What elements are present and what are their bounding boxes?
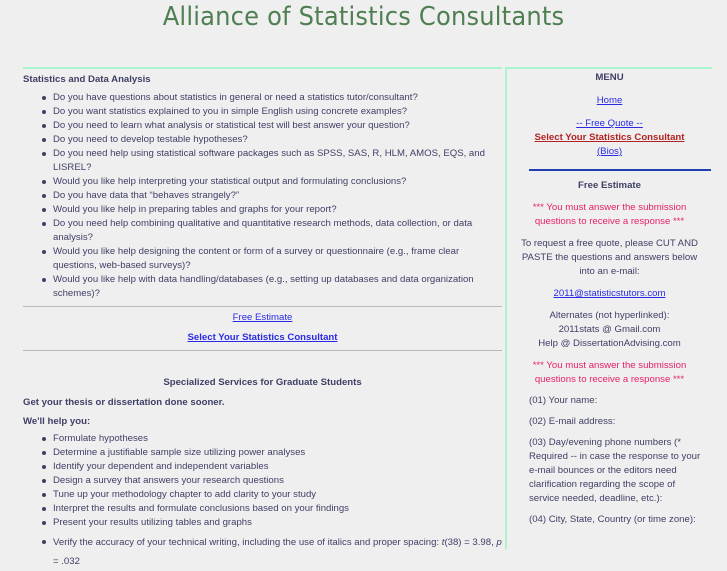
list-item (53, 533, 502, 571)
form-question: (03) Day/evening phone numbers (* Required -- in case the response to your e-mail bounces or the editors need clarification regarding the scope of service needed, deadline, etc.): (529, 437, 701, 504)
list-item: Identify your dependent and independent variables (53, 460, 502, 474)
warning-text: *** You must answer the submission questions to receive a response *** (532, 360, 687, 385)
select-consultant-link[interactable]: Select Your Statistics Consultant (187, 332, 338, 343)
services-list (23, 432, 502, 571)
main-content (23, 67, 502, 571)
alternate-email-2: Help @ DissertationAdvising.com (538, 338, 681, 349)
list-item: Do you need help combining qualitative and quantitative research methods, data collection, or data analysis? (53, 217, 502, 245)
t-symbol: t (441, 537, 445, 548)
grad-section-title: Specialized Services for Graduate Students (163, 377, 362, 388)
list-item: Would you like help in preparing tables and graphs for your report? (53, 203, 502, 217)
site-title: Alliance of Statistics Consultants (162, 2, 565, 32)
list-item: Determine a justifiable sample size utilizing power analyses (53, 446, 502, 460)
form-question: (02) E-mail address: (529, 416, 616, 427)
list-item: Do you have data that “behaves strangely?” (53, 189, 502, 203)
list-item: Would you like help with data handling/databases (e.g., setting up databases and data organization schemes)? (53, 273, 502, 301)
free-estimate-link[interactable]: Free Estimate (232, 312, 293, 323)
list-item: Interpret the results and formulate conclusions based on your findings (53, 502, 502, 516)
grad-tagline: Get your thesis or dissertation done sooner. (23, 397, 225, 408)
help-intro: We'll help you: (23, 416, 91, 427)
list-item: Present your results utilizing tables and graphs (53, 516, 502, 530)
list-item: Do you need to learn what analysis or statistical test will best answer your question? (53, 119, 502, 133)
t-value: (38) = 3.98, (444, 537, 497, 548)
list-item: Design a survey that answers your research questions (53, 474, 502, 488)
list-item: Tune up your methodology chapter to add clarity to your study (53, 488, 502, 502)
list-item: Do you have questions about statistics in general or need a statistics tutor/consultant? (53, 91, 502, 105)
alternate-email-1: 2011stats @ Gmail.com (558, 324, 661, 335)
menu-title: MENU (595, 72, 624, 83)
service-text: Verify the accuracy of your technical writing, including the use of italics and proper spacing: (53, 537, 442, 548)
list-item: Formulate hypotheses (53, 432, 502, 446)
sidebar (505, 67, 712, 549)
question-list (23, 91, 502, 301)
p-value: = .032 (53, 556, 80, 567)
form-question: (01) Your name: (529, 395, 598, 406)
p-symbol: p (496, 537, 502, 548)
alternates (507, 309, 712, 351)
main-links (23, 307, 502, 345)
list-item: Would you like help designing the content or form of a survey or questionnaire (e.g., frame clear questions, web-based surveys)? (53, 245, 502, 273)
email-link[interactable]: 2011@statisticstutors.com (553, 288, 666, 299)
bios-link[interactable]: (Bios) (596, 146, 623, 157)
instructions-text: To request a free quote, please CUT AND PASTE the questions and answers below into an e-mail: (521, 238, 698, 277)
warning-text: *** You must answer the submission questions to receive a response *** (532, 202, 687, 227)
free-estimate-title: Free Estimate (578, 180, 641, 191)
select-consultant-link[interactable]: Select Your Statistics Consultant (534, 132, 685, 143)
divider (529, 169, 711, 171)
divider (23, 350, 502, 351)
form-question: (04) City, State, Country (or time zone): (529, 514, 696, 525)
free-quote-link[interactable]: -- Free Quote -- (576, 118, 643, 129)
list-item: Would you like help interpreting your statistical output and formulating conclusions? (53, 175, 502, 189)
home-link[interactable]: Home (596, 95, 623, 106)
list-item: Do you want statistics explained to you in simple English using concrete examples? (53, 105, 502, 119)
section-title: Statistics and Data Analysis (23, 74, 151, 85)
list-item: Do you need help using statistical software packages such as SPSS, SAS, R, HLM, AMOS, EQS, and LISREL? (53, 147, 502, 175)
alternates-label: Alternates (not hyperlinked): (549, 310, 670, 321)
list-item: Do you need to develop testable hypotheses? (53, 133, 502, 147)
